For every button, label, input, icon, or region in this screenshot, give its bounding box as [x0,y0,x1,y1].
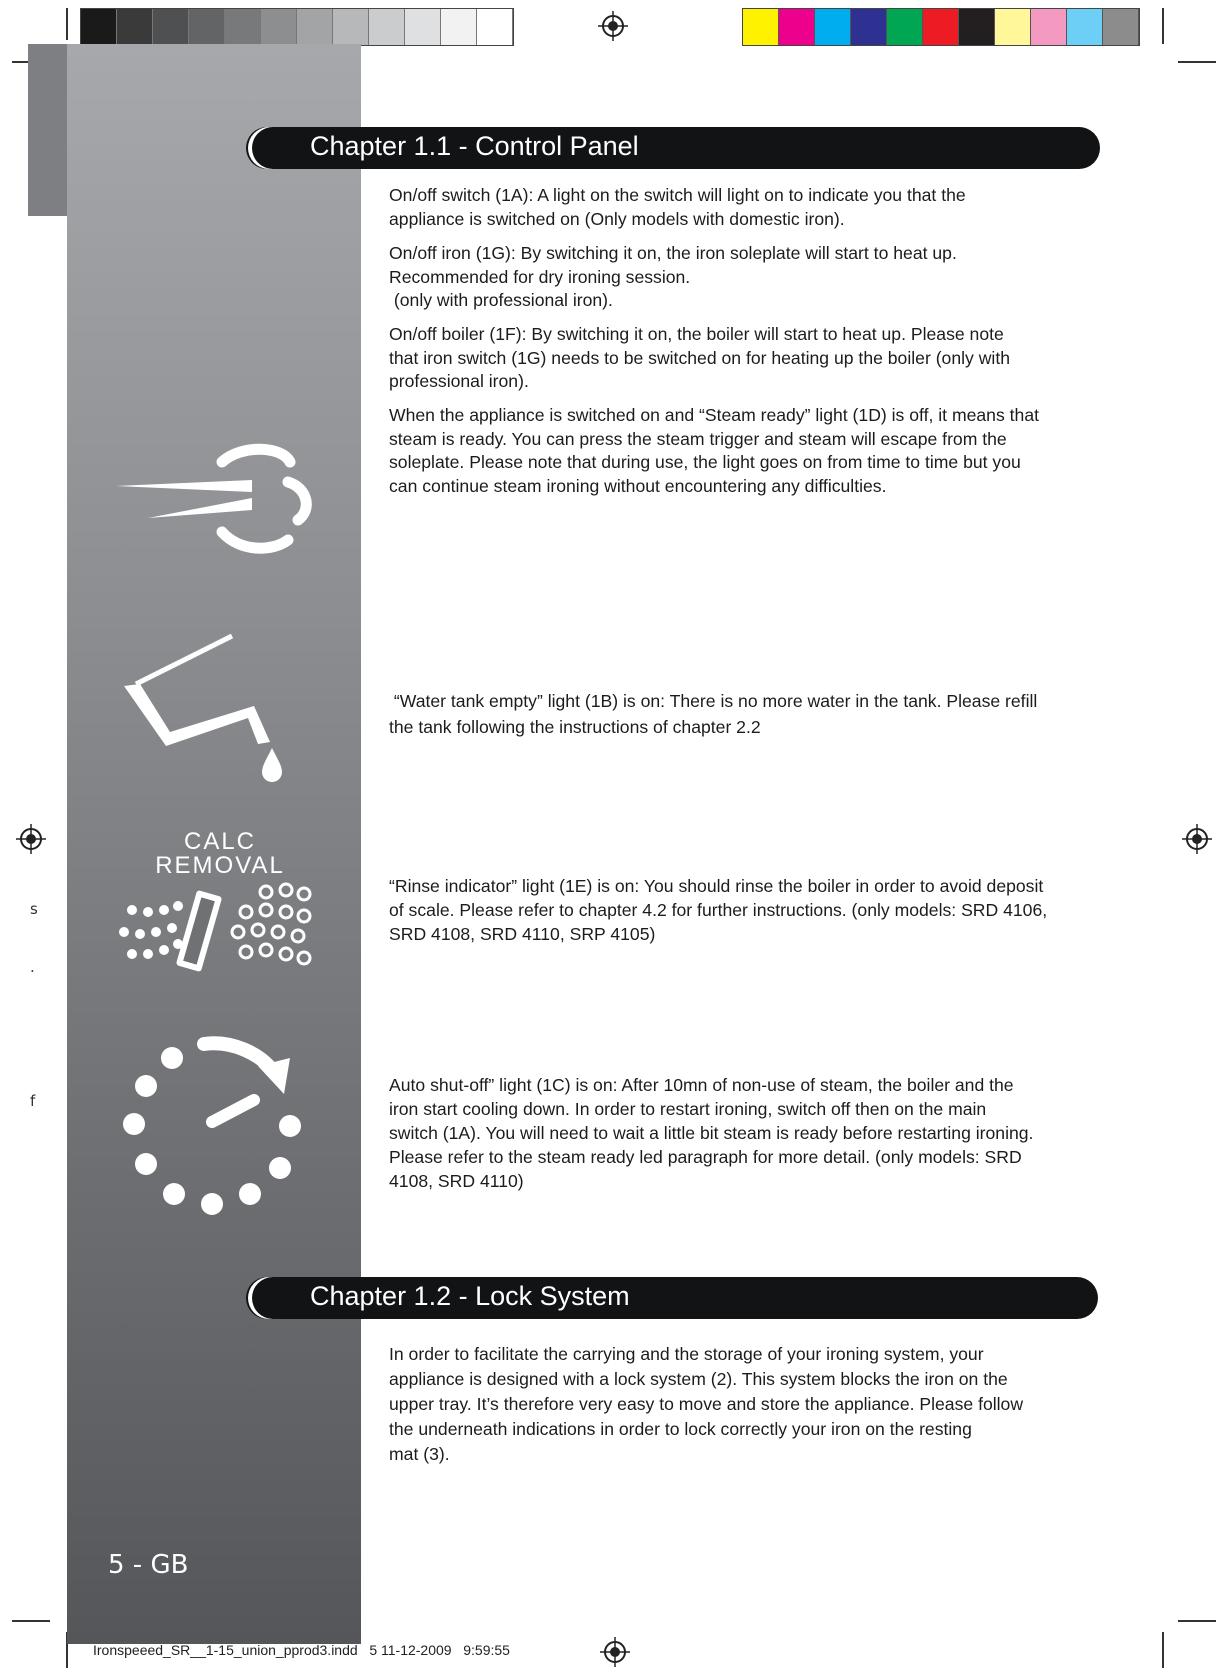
gray-swatch [369,9,405,45]
chapter-banner [252,1277,1098,1319]
color-swatch [995,9,1031,45]
page-number: 5 - GB [108,1550,189,1580]
registration-mark-icon [1182,824,1212,854]
paragraph-rinse-indicator: “Rinse indicator” light (1E) is on: You should rinse the boiler in order to avoid deposit of scale. Please refer to chapter 4.2 for further instructions. (only models: SRD 4106, SRD 4108, SRD 4110, SRP 4105) [389,876,1048,944]
bleed-block [28,44,68,216]
color-swatch [1067,9,1103,45]
gutter-char: s [30,900,38,918]
gutter-char: f [30,1092,36,1110]
crop-mark [1178,61,1216,63]
paragraph-water-tank: “Water tank empty” light (1B) is on: There is no more water in the tank. Please refill the tank following the instructions of chapter 2.2 [389,691,1038,737]
crop-mark [1178,1620,1216,1622]
paragraph-onoff-switch: On/off switch (1A): A light on the switch will light on to indicate you that the appliance is switched on (Only models with domestic iron). [389,185,966,229]
chapter-title: Chapter 1.1 - Control Panel [310,131,639,161]
crop-mark [66,8,68,40]
color-calibration-bar [742,8,1140,46]
print-slug: Ironspeeed_SR__1-15_union_pprod3.indd 5 11-12-2009 9:59:55 [93,1642,510,1658]
calc-removal-icon [116,882,316,982]
calc-label-line2: REMOVAL [155,852,285,879]
gray-swatch [297,9,333,45]
crop-mark [1162,8,1164,44]
paragraph-lock-system: In order to facilitate the carrying and the storage of your ironing system, your appliance is designed with a lock system (2). This system blocks the iron on the upper tray. It’s therefore very easy to move and store the appliance. Please follow the underneath indications in order to lock correctly your iron on the resting mat (3). [389,1344,1024,1464]
crop-mark [12,1620,50,1622]
grayscale-calibration-bar [80,8,514,46]
color-swatch [1103,9,1139,45]
color-swatch [959,9,995,45]
color-swatch [887,9,923,45]
registration-mark-icon [16,824,46,854]
color-swatch [923,9,959,45]
color-swatch [815,9,851,45]
chapter-title: Chapter 1.2 - Lock System [310,1281,630,1311]
calc-removal-label [130,830,310,878]
gray-swatch [81,9,117,45]
calc-label-line1: CALC [183,828,257,855]
auto-shutoff-icon [112,1030,312,1220]
paragraph-onoff-iron: On/off iron (1G): By switching it on, the iron soleplate will start to heat up. Recommended for dry ironing session. (only with professional iron). [389,243,957,310]
gray-swatch [117,9,153,45]
color-swatch [1031,9,1067,45]
gray-swatch [189,9,225,45]
steam-icon [112,440,322,560]
water-tank-icon [122,632,312,782]
registration-mark-icon [600,1637,630,1667]
paragraph-auto-shutoff: Auto shut-off” light (1C) is on: After 10mn of non-use of steam, the boiler and the iron start cooling down. In order to restart ironing, switch off then on the main switch (1A). You will need to wait a little bit steam is ready before restarting ironing. Please refer to the steam ready led paragraph for more detail. (only models: SRD 4108, SRD 4110) [389,1075,1034,1191]
paragraph-steam-ready: When the appliance is switched on and “Steam ready” light (1D) is off, it means that steam is ready. You can press the steam trigger and steam will escape from the soleplate. Please note that during use, the light goes on from time to time but you can continue steam ironing without encountering any difficulties. [389,405,1039,496]
color-swatch [743,9,779,45]
chapter-banner [252,127,1100,169]
gray-swatch [261,9,297,45]
gray-swatch [441,9,477,45]
color-swatch [779,9,815,45]
gutter-char: . [30,958,35,976]
gray-swatch [225,9,261,45]
paragraph-onoff-boiler: On/off boiler (1F): By switching it on, the boiler will start to heat up. Please note that iron switch (1G) needs to be switched on for heating up the boiler (only with professional iron). [389,324,1011,391]
color-swatch [851,9,887,45]
registration-mark-icon [598,11,628,41]
crop-mark [1162,1632,1164,1668]
gray-swatch [333,9,369,45]
gray-swatch [477,9,513,45]
gray-swatch [153,9,189,45]
gray-swatch [405,9,441,45]
